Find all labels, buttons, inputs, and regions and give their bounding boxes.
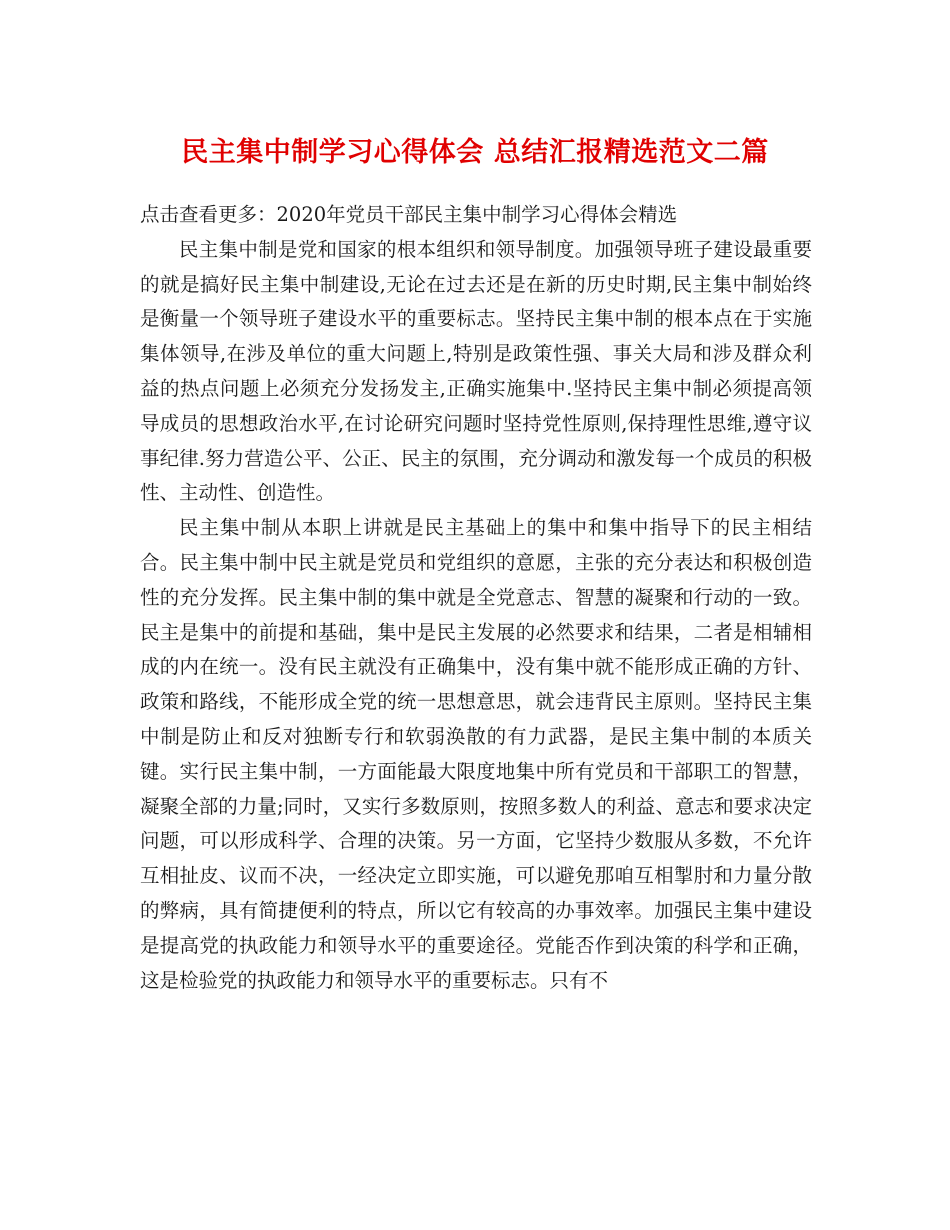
paragraph-2: 民主集中制从本职上讲就是民主基础上的集中和集中指导下的民主相结合。民主集中制中民主就是党员和党组织的意愿，主张的充分表达和积极创造性的充分发挥。民主集中制的集中就是全党意志、智慧的凝聚和行动的一致。民主是集中的前提和基础，集中是民主发展的必然要求和结果，二者是相辅相成的内在统一。没有民主就没有正确集中，没有集中就不能形成正确的方针、政策和路线，不能形成全党的统一思想意思，就会违背民主原则。坚持民主集中制是防止和反对独断专行和软弱涣散的有力武器，是民主集中制的本质关键。实行民主集中制，一方面能最大限度地集中所有党员和干部职工的智慧，凝聚全部的力量;同时，又实行多数原则，按照多数人的利益、意志和要求决定问题，可以形成科学、合理的决策。另一方面，它坚持少数服从多数，不允许互相扯皮、议而不决，一经决定立即实施，可以避免那咱互相掣肘和力量分散的弊病，具有简捷便利的特点，所以它有较高的办事效率。加强民主集中建设是提高党的执政能力和领导水平的重要途径。党能否作到决策的科学和正确，这是检验党的执政能力和领导水平的重要标志。只有不 <box>140 516 812 992</box>
paragraph-1: 民主集中制是党和国家的根本组织和领导制度。加强领导班子建设最重要的就是搞好民主集中制建设,无论在过去还是在新的历史时期,民主集中制始终是衡量一个领导班子建设水平的重要标志。坚持民主集中制的根本点在于实施集体领导,在涉及单位的重大问题上,特别是政策性强、事关大局和涉及群众利益的热点问题上必须充分发扬发主,正确实施集中.坚持民主集中制必须提高领导成员的思想政治水平,在讨论研究问题时坚持党性原则,保持理性思维,遵守议事纪律.努力营造公平、公正、民主的氛围，充分调动和激发每一个成员的积极性、主动性、创造性。 <box>140 237 812 505</box>
more-link-line[interactable]: 点击查看更多：2020年党员干部民主集中制学习心得体会精选 <box>140 203 678 226</box>
document-title: 民主集中制学习心得体会 总结汇报精选范文二篇 <box>181 137 769 168</box>
document-body <box>140 198 812 998</box>
